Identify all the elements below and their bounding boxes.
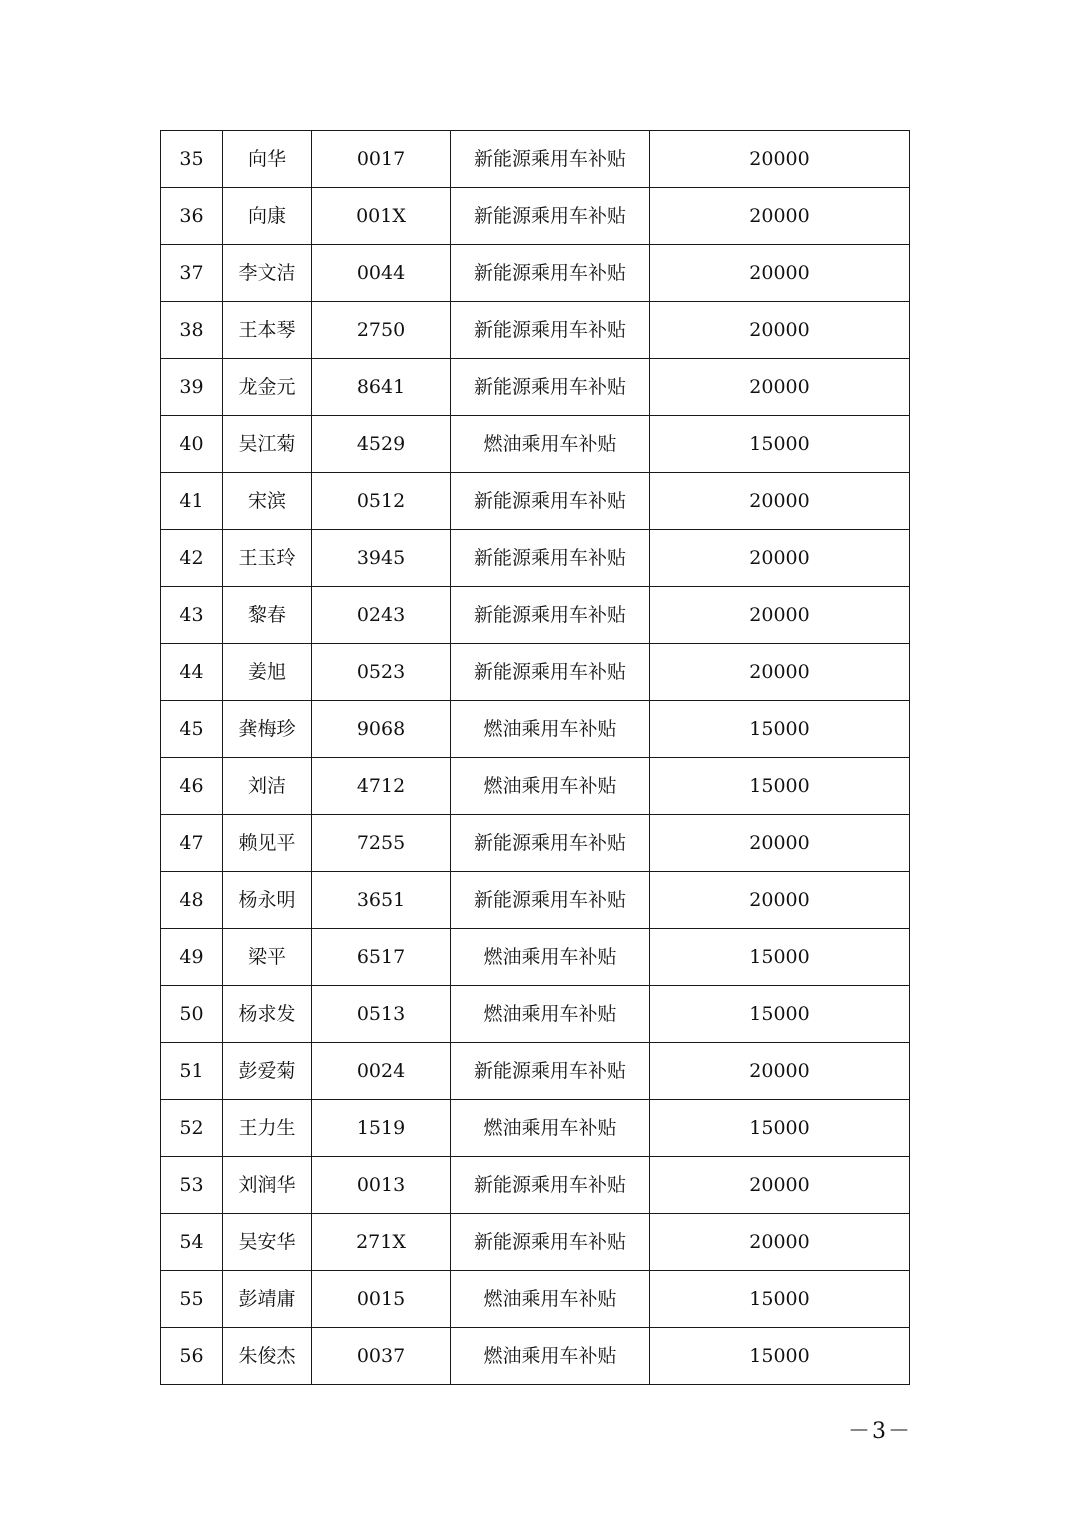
table-row (161, 473, 910, 530)
row-number: 36 (161, 188, 223, 245)
subsidy-type: 新能源乘用车补贴 (451, 359, 650, 416)
subsidy-amount: 20000 (650, 1043, 910, 1100)
subsidy-amount: 15000 (650, 758, 910, 815)
table-row (161, 758, 910, 815)
subsidy-amount: 20000 (650, 131, 910, 188)
id-suffix: 7255 (312, 815, 451, 872)
subsidy-amount: 15000 (650, 1100, 910, 1157)
recipient-name: 赖见平 (223, 815, 312, 872)
recipient-name: 向康 (223, 188, 312, 245)
recipient-name: 王本琴 (223, 302, 312, 359)
subsidy-type: 新能源乘用车补贴 (451, 302, 650, 359)
table-row (161, 815, 910, 872)
row-number: 41 (161, 473, 223, 530)
subsidy-amount: 15000 (650, 416, 910, 473)
table-row (161, 644, 910, 701)
row-number: 47 (161, 815, 223, 872)
subsidy-amount: 20000 (650, 245, 910, 302)
row-number: 51 (161, 1043, 223, 1100)
recipient-name: 龙金元 (223, 359, 312, 416)
id-suffix: 8641 (312, 359, 451, 416)
subsidy-amount: 20000 (650, 872, 910, 929)
subsidy-type: 新能源乘用车补贴 (451, 1214, 650, 1271)
table-row (161, 986, 910, 1043)
id-suffix: 271X (312, 1214, 451, 1271)
subsidy-amount: 15000 (650, 1271, 910, 1328)
subsidy-type: 新能源乘用车补贴 (451, 1157, 650, 1214)
table-row (161, 1100, 910, 1157)
id-suffix: 9068 (312, 701, 451, 758)
row-number: 49 (161, 929, 223, 986)
recipient-name: 梁平 (223, 929, 312, 986)
row-number: 50 (161, 986, 223, 1043)
table-row (161, 188, 910, 245)
id-suffix: 4712 (312, 758, 451, 815)
recipient-name: 刘洁 (223, 758, 312, 815)
recipient-name: 杨求发 (223, 986, 312, 1043)
row-number: 39 (161, 359, 223, 416)
row-number: 48 (161, 872, 223, 929)
recipient-name: 王玉玲 (223, 530, 312, 587)
id-suffix: 3945 (312, 530, 451, 587)
recipient-name: 彭爱菊 (223, 1043, 312, 1100)
subsidy-type: 燃油乘用车补贴 (451, 1328, 650, 1385)
table-row (161, 1328, 910, 1385)
id-suffix: 0015 (312, 1271, 451, 1328)
subsidy-amount: 20000 (650, 359, 910, 416)
subsidy-type: 新能源乘用车补贴 (451, 815, 650, 872)
row-number: 35 (161, 131, 223, 188)
subsidy-type: 新能源乘用车补贴 (451, 644, 650, 701)
row-number: 52 (161, 1100, 223, 1157)
recipient-name: 朱俊杰 (223, 1328, 312, 1385)
recipient-name: 彭靖庸 (223, 1271, 312, 1328)
recipient-name: 李文洁 (223, 245, 312, 302)
recipient-name: 宋滨 (223, 473, 312, 530)
id-suffix: 0513 (312, 986, 451, 1043)
id-suffix: 0044 (312, 245, 451, 302)
row-number: 38 (161, 302, 223, 359)
subsidy-type: 新能源乘用车补贴 (451, 245, 650, 302)
subsidy-amount: 15000 (650, 929, 910, 986)
row-number: 54 (161, 1214, 223, 1271)
table-row (161, 1043, 910, 1100)
subsidy-type: 燃油乘用车补贴 (451, 1271, 650, 1328)
subsidy-amount: 20000 (650, 473, 910, 530)
table-row (161, 530, 910, 587)
recipient-name: 刘润华 (223, 1157, 312, 1214)
row-number: 42 (161, 530, 223, 587)
table-row (161, 416, 910, 473)
subsidy-amount: 20000 (650, 587, 910, 644)
recipient-name: 向华 (223, 131, 312, 188)
subsidy-type: 新能源乘用车补贴 (451, 1043, 650, 1100)
subsidy-type: 燃油乘用车补贴 (451, 1100, 650, 1157)
subsidy-type: 燃油乘用车补贴 (451, 986, 650, 1043)
subsidy-amount: 15000 (650, 701, 910, 758)
subsidy-type: 燃油乘用车补贴 (451, 929, 650, 986)
subsidy-table (160, 130, 910, 1385)
table-row (161, 302, 910, 359)
recipient-name: 吴安华 (223, 1214, 312, 1271)
table-row (161, 872, 910, 929)
table-row (161, 1157, 910, 1214)
recipient-name: 姜旭 (223, 644, 312, 701)
subsidy-type: 燃油乘用车补贴 (451, 416, 650, 473)
row-number: 40 (161, 416, 223, 473)
row-number: 55 (161, 1271, 223, 1328)
recipient-name: 杨永明 (223, 872, 312, 929)
subsidy-type: 新能源乘用车补贴 (451, 131, 650, 188)
page-number: －3－ (848, 1419, 912, 1444)
subsidy-type: 新能源乘用车补贴 (451, 473, 650, 530)
row-number: 43 (161, 587, 223, 644)
subsidy-type: 新能源乘用车补贴 (451, 587, 650, 644)
id-suffix: 0243 (312, 587, 451, 644)
subsidy-type: 燃油乘用车补贴 (451, 758, 650, 815)
row-number: 37 (161, 245, 223, 302)
row-number: 45 (161, 701, 223, 758)
table-row (161, 701, 910, 758)
recipient-name: 王力生 (223, 1100, 312, 1157)
subsidy-type: 新能源乘用车补贴 (451, 530, 650, 587)
id-suffix: 3651 (312, 872, 451, 929)
id-suffix: 1519 (312, 1100, 451, 1157)
id-suffix: 0013 (312, 1157, 451, 1214)
subsidy-amount: 15000 (650, 1328, 910, 1385)
row-number: 44 (161, 644, 223, 701)
table-row (161, 587, 910, 644)
row-number: 56 (161, 1328, 223, 1385)
subsidy-type: 新能源乘用车补贴 (451, 872, 650, 929)
subsidy-amount: 20000 (650, 815, 910, 872)
subsidy-amount: 20000 (650, 1157, 910, 1214)
table-row (161, 131, 910, 188)
id-suffix: 0037 (312, 1328, 451, 1385)
recipient-name: 龚梅珍 (223, 701, 312, 758)
table-row (161, 929, 910, 986)
row-number: 46 (161, 758, 223, 815)
id-suffix: 0024 (312, 1043, 451, 1100)
subsidy-amount: 20000 (650, 302, 910, 359)
id-suffix: 6517 (312, 929, 451, 986)
id-suffix: 0017 (312, 131, 451, 188)
table-row (161, 1271, 910, 1328)
id-suffix: 2750 (312, 302, 451, 359)
id-suffix: 4529 (312, 416, 451, 473)
id-suffix: 0523 (312, 644, 451, 701)
subsidy-amount: 20000 (650, 188, 910, 245)
subsidy-amount: 20000 (650, 530, 910, 587)
recipient-name: 吴江菊 (223, 416, 312, 473)
table-row (161, 359, 910, 416)
table-row (161, 245, 910, 302)
subsidy-amount: 20000 (650, 644, 910, 701)
subsidy-amount: 15000 (650, 986, 910, 1043)
recipient-name: 黎春 (223, 587, 312, 644)
subsidy-type: 新能源乘用车补贴 (451, 188, 650, 245)
row-number: 53 (161, 1157, 223, 1214)
id-suffix: 001X (312, 188, 451, 245)
subsidy-type: 燃油乘用车补贴 (451, 701, 650, 758)
subsidy-amount: 20000 (650, 1214, 910, 1271)
table-row (161, 1214, 910, 1271)
id-suffix: 0512 (312, 473, 451, 530)
